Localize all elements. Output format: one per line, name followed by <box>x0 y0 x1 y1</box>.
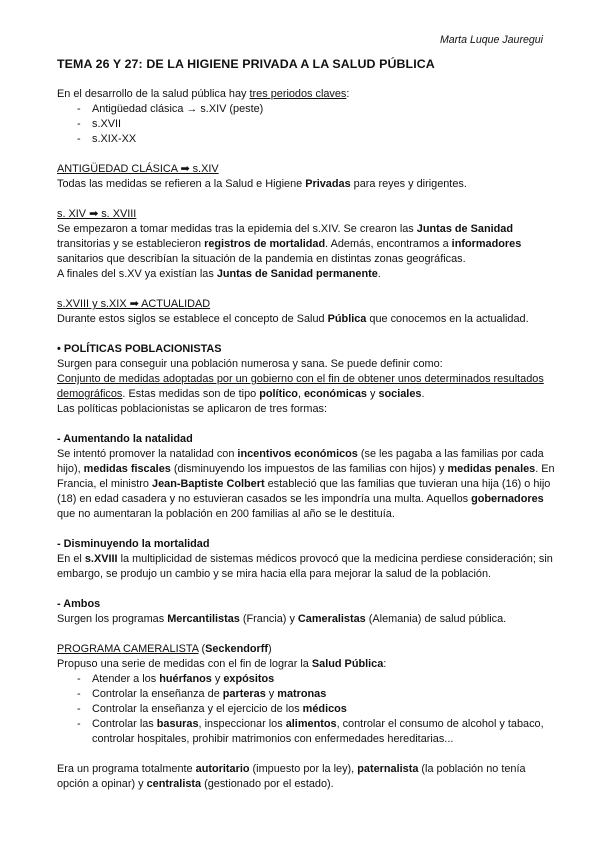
section-text: Propuso una serie de medidas con el fin de lograr la Salud Pública: <box>57 658 387 670</box>
list-item: - Antigüedad clásica → s.XIV (peste) <box>57 102 557 117</box>
definition-text: Conjunto de medidas adoptadas por un gobierno con el fin de obtener unos determinados resultados demográficos <box>57 373 544 400</box>
subsection-heading-mortalidad: - Disminuyendo la mortalidad <box>57 538 210 550</box>
section-text: Era un programa totalmente autoritario (impuesto por la ley), paternalista (la población no tenía opción a opinar) y centralista (gestionado por el estado). <box>57 763 526 790</box>
section-text: Las políticas poblacionistas se aplicaron de tres formas: <box>57 403 327 415</box>
section-heading-cameralista: PROGRAMA CAMERALISTA (Seckendorff) <box>57 643 272 655</box>
periods-list <box>57 102 557 147</box>
list-item: - Atender a los huérfanos y expósitos <box>57 672 557 687</box>
measures-list <box>57 672 557 747</box>
section-text: Se intentó promover la natalidad con incentivos económicos (se les pagaba a las familias por cada hijo), medidas fiscales (disminuyendo los impuestos de las familias con hijos) y medidas penales. En Francia, el ministro Jean-Baptiste Colbert estableció que las familias que tuvieran una hija (16) o hijo (18) en edad casadera y no estuvieran casados se les impondría una multa. Aquellos gobernadores que no aumentaran la población en 200 familias al año se le destituía. <box>57 448 555 520</box>
section-heading-politicas: • POLÍTICAS POBLACIONISTAS <box>57 343 222 355</box>
key-periods-link: tres periodos claves <box>249 88 347 100</box>
section-text: A finales del s.XV ya existían las Juntas de Sanidad permanente. <box>57 268 381 280</box>
page-title: TEMA 26 Y 27: DE LA HIGIENE PRIVADA A LA SALUD PÚBLICA <box>57 57 435 71</box>
section-heading-antiguedad: ANTIGÜEDAD CLÁSICA ➡ s.XIV <box>57 163 219 175</box>
list-item: - Controlar las basuras, inspeccionar los alimentos, controlar el consumo de alcohol y tabaco, controlar hospitales, prohibir matrimonios con enfermedades hereditarias... <box>57 717 557 747</box>
section-heading-xiv-xviii: s. XIV ➡ s. XVIII <box>57 208 137 220</box>
intro-paragraph: En el desarrollo de la salud pública hay tres periodos claves: <box>57 88 350 100</box>
list-item: - Controlar la enseñanza y el ejercicio de los médicos <box>57 702 557 717</box>
document-body <box>57 87 557 792</box>
section-text: Surgen para conseguir una población numerosa y sana. Se puede definir como: <box>57 358 443 370</box>
list-item: - Controlar la enseñanza de parteras y matronas <box>57 687 557 702</box>
section-text: Conjunto de medidas adoptadas por un gobierno con el fin de obtener unos determinados resultados demográficos. Estas medidas son de tipo político, económicas y sociales. <box>57 373 544 400</box>
section-text: Todas las medidas se refieren a la Salud e Higiene Privadas para reyes y dirigentes. <box>57 178 467 190</box>
section-text: Durante estos siglos se establece el concepto de Salud Pública que conocemos en la actualidad. <box>57 313 529 325</box>
section-text: En el s.XVIII la multiplicidad de sistemas médicos provocó que la medicina perdiese consideración; sin embargo, se produjo un cambio y se mira hacia ella para mejorar la salud de la población. <box>57 553 553 580</box>
author-name: Marta Luque Jauregui <box>439 34 543 46</box>
section-text: Surgen los programas Mercantilistas (Francia) y Cameralistas (Alemania) de salud pública. <box>57 613 507 625</box>
subsection-heading-ambos: - Ambos <box>57 598 101 610</box>
section-heading-actualidad: s.XVIII y s.XIX ➡ ACTUALIDAD <box>57 298 211 310</box>
list-item: - s.XIX-XX <box>57 132 557 147</box>
subsection-heading-natalidad: - Aumentando la natalidad <box>57 433 193 445</box>
list-item: - s.XVII <box>57 117 557 132</box>
section-text: Se empezaron a tomar medidas tras la epidemia del s.XIV. Se crearon las Juntas de Sanidad transitorias y se establecieron registros de mortalidad. Además, encontramos a informadores sanitarios que describían la situación de la pandemia en distintas zonas geográficas. <box>57 223 522 265</box>
